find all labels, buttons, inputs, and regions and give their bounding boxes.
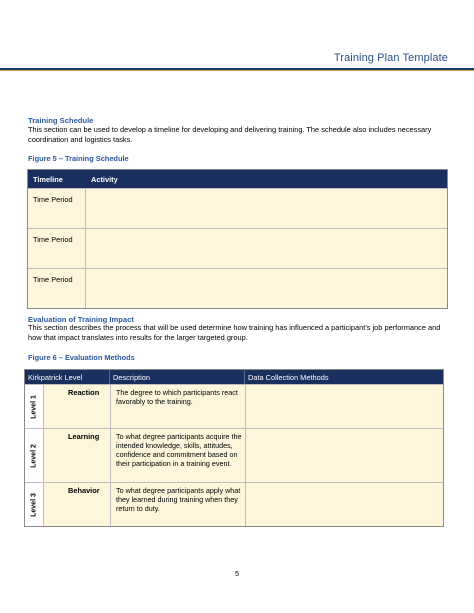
table-row bbox=[25, 482, 443, 526]
training-schedule-heading: Training Schedule bbox=[28, 116, 94, 125]
level-cell bbox=[25, 429, 44, 482]
timeline-cell: Time Period bbox=[28, 269, 86, 308]
table-header-row bbox=[28, 170, 447, 188]
evaluation-heading: Evaluation of Training Impact bbox=[28, 315, 134, 324]
level-name-cell: Learning bbox=[44, 429, 111, 482]
description-cell: To what degree participants acquire the intended knowledge, skills, attitudes, confidence and commitment based on their participation in a training event. bbox=[111, 429, 246, 482]
timeline-cell: Time Period bbox=[28, 189, 86, 228]
training-schedule-table bbox=[27, 169, 448, 309]
evaluation-body: This section describes the process that will be used determine how training has influenced a participant’s job performance and how that impact translates into results for the larger targeted group. bbox=[28, 323, 441, 342]
level-cell bbox=[25, 385, 44, 428]
table-header-row bbox=[25, 370, 443, 384]
activity-cell[interactable] bbox=[86, 189, 447, 228]
figure-6-caption: Figure 6 – Evaluation Methods bbox=[28, 353, 135, 362]
level-label: Level 2 bbox=[30, 443, 38, 468]
data-collection-cell[interactable] bbox=[246, 385, 443, 428]
description-cell: The degree to which participants react favorably to the training. bbox=[111, 385, 246, 428]
page-number: 5 bbox=[234, 569, 240, 578]
activity-cell[interactable] bbox=[86, 229, 447, 268]
header-kirkpatrick-level: Kirkpatrick Level bbox=[25, 370, 110, 384]
evaluation-methods-table bbox=[24, 369, 444, 527]
figure-5-caption: Figure 5 – Training Schedule bbox=[28, 154, 129, 163]
document-header-title: Training Plan Template bbox=[333, 52, 448, 64]
table-row bbox=[25, 384, 443, 428]
table-row bbox=[28, 268, 447, 308]
data-collection-cell[interactable] bbox=[246, 483, 443, 526]
level-name-cell: Behavior bbox=[44, 483, 111, 526]
training-schedule-body: This section can be used to develop a timeline for developing and delivering training. The schedule also includes necessary coordination and logistics tasks. bbox=[28, 125, 432, 144]
timeline-cell: Time Period bbox=[28, 229, 86, 268]
header-rule-accent bbox=[0, 70, 474, 71]
level-label: Level 1 bbox=[30, 394, 38, 419]
table-row bbox=[28, 188, 447, 228]
data-collection-cell[interactable] bbox=[246, 429, 443, 482]
description-cell: To what degree participants apply what they learned during training when they return to duty. bbox=[111, 483, 246, 526]
header-data-collection-methods: Data Collection Methods bbox=[248, 373, 329, 382]
activity-cell[interactable] bbox=[86, 269, 447, 308]
header-description: Description bbox=[110, 370, 245, 384]
table-row bbox=[28, 228, 447, 268]
table-row bbox=[25, 428, 443, 482]
level-cell bbox=[25, 483, 44, 526]
header-activity: Activity bbox=[91, 175, 118, 184]
header-timeline: Timeline bbox=[33, 175, 63, 184]
level-label: Level 3 bbox=[30, 492, 38, 517]
level-name-cell: Reaction bbox=[44, 385, 111, 428]
